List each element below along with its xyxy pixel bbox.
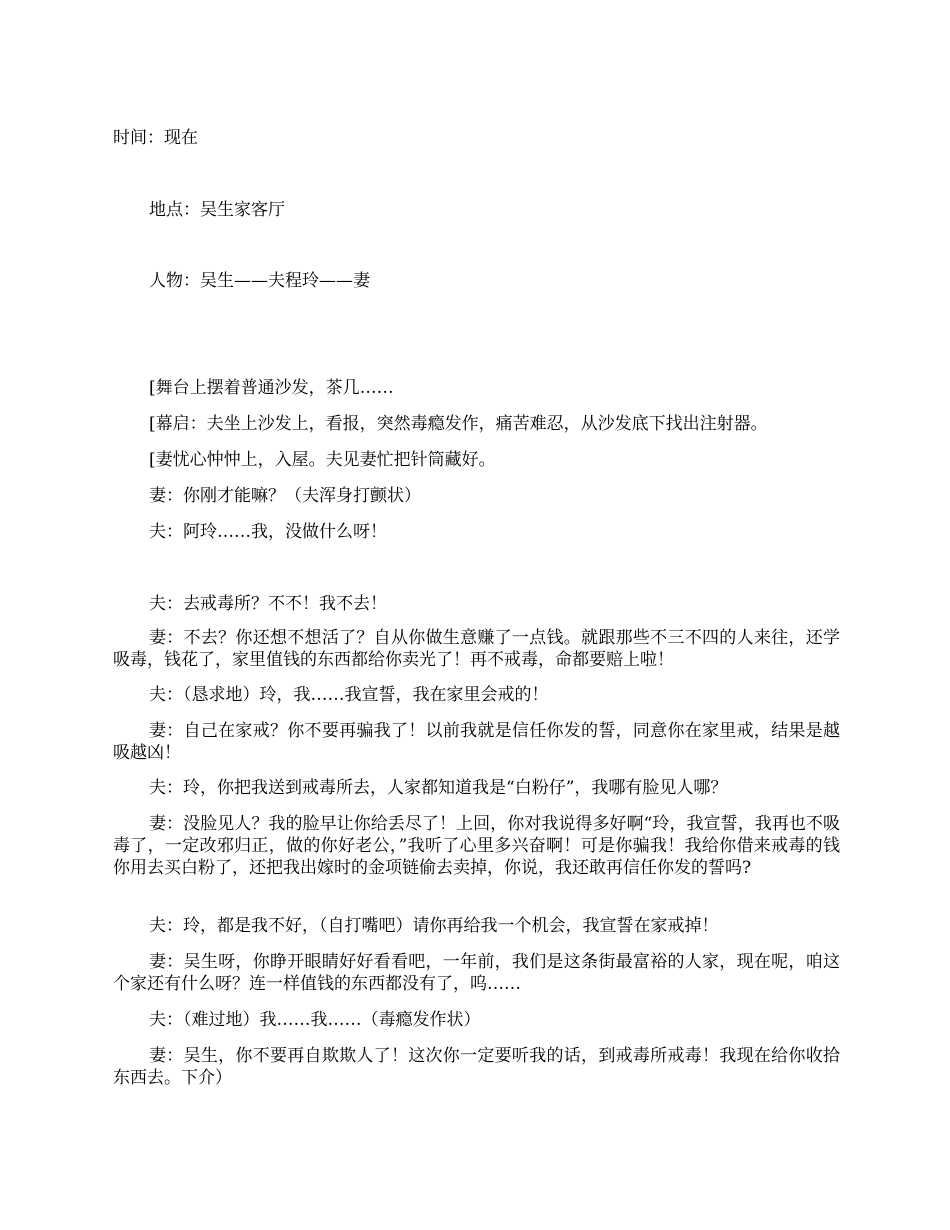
dialogue-line: 夫：（难过地）我……我……（毒瘾发作状） bbox=[149, 1010, 481, 1030]
dialogue-line: 妻：吴生呀，你睁开眼睛好好看看吧，一年前，我们是这条街最富裕的人家，现在呢，咱这个家还有什么呀？连一样值钱的东西都没有了，呜…… bbox=[113, 952, 840, 994]
dialogue-line: 夫：（恳求地）玲，我……我宣誓，我在家里会戒的！ bbox=[149, 685, 549, 705]
stage-direction: [妻忧心忡忡上，入屋。夫见妻忙把针筒藏好。 bbox=[149, 450, 496, 470]
characters-line: 人物：吴生——夫程玲——妻 bbox=[149, 271, 370, 291]
stage-direction: [舞台上摆着普通沙发，茶几…… bbox=[149, 378, 394, 398]
dialogue-line: 妻：不去？你还想不想活了？自从你做生意赚了一点钱。就跟那些不三不四的人来往，还学吸毒，钱花了，家里值钱的东西都给你卖光了！再不戒毒，命都要赔上啦！ bbox=[113, 628, 840, 670]
dialogue-line: 夫：玲，都是我不好，（自打嘴吧）请你再给我一个机会，我宣誓在家戒掉！ bbox=[149, 916, 719, 936]
dialogue-line: 妻：吴生，你不要再自欺欺人了！这次你一定要听我的话，到戒毒所戒毒！我现在给你收拾东西去。下介） bbox=[113, 1046, 840, 1088]
dialogue-line: 夫：阿玲……我，没做什么呀！ bbox=[149, 522, 387, 542]
dialogue-line: 妻：自己在家戒？你不要再骗我了！以前我就是信任你发的誓，同意你在家里戒，结果是越吸越凶！ bbox=[113, 721, 840, 763]
dialogue-line: 夫：玲，你把我送到戒毒所去，人家都知道我是“白粉仔”，我哪有脸见人哪？ bbox=[149, 778, 728, 798]
dialogue-line: 妻：你刚才能嘛？（夫浑身打颤状） bbox=[149, 486, 421, 506]
time-line: 时间：现在 bbox=[113, 128, 198, 148]
dialogue-line: 夫：去戒毒所？不不！我不去！ bbox=[149, 594, 387, 614]
stage-direction: [幕启：夫坐上沙发上，看报，突然毒瘾发作，痛苦难忍，从沙发底下找出注射器。 bbox=[149, 414, 768, 434]
place-line: 地点：吴生家客厅 bbox=[149, 200, 285, 220]
dialogue-line: 妻：没脸见人？我的脸早让你给丢尽了！上回，你对我说得多好啊“玲，我宣誓，我再也不吸毒了，一定改邪归正，做的你好老公，”我听了心里多兴奋啊！可是你骗我！我给你借来戒毒的钱你用去买白粉了，还把我出嫁时的金项链偷去卖掉，你说，我还敢再信任你发的誓吗? bbox=[113, 814, 840, 878]
